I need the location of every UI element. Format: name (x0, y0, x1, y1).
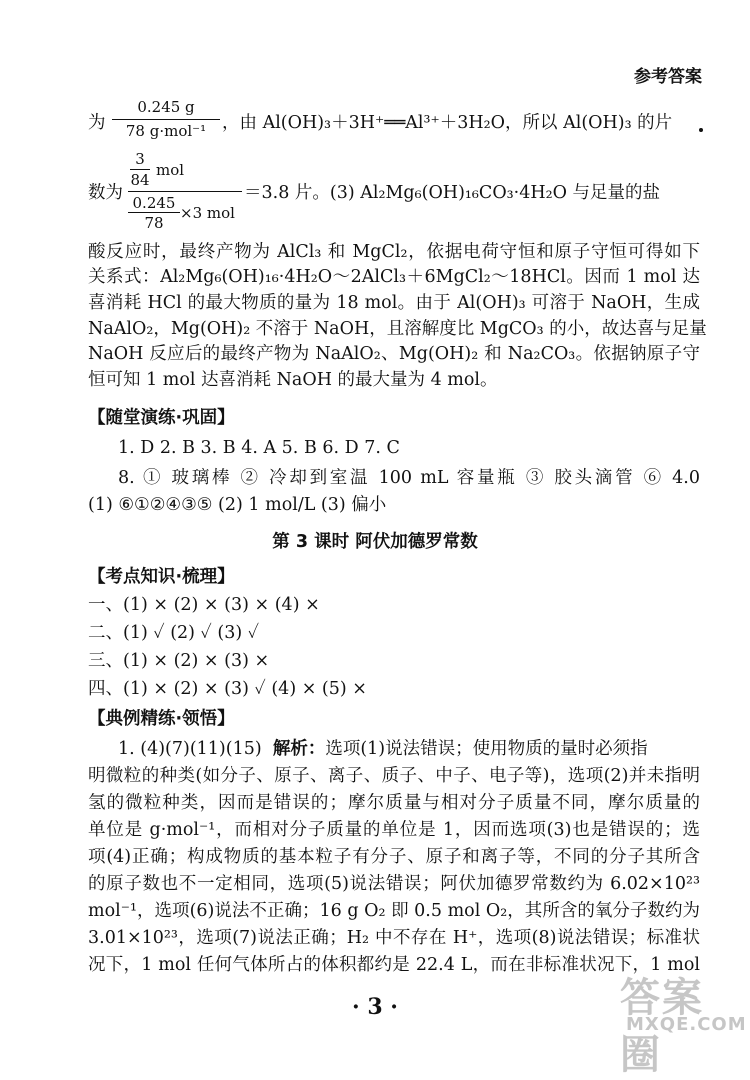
eq2-den-b: 78 (144, 214, 164, 232)
eq1-rest: ，由 Al(OH)₃＋3H⁺══Al³⁺＋3H₂O，所以 Al(OH)₃ 的片 (222, 113, 673, 133)
para1-line: NaAlO₂，Mg(OH)₂ 不溶于 NaOH，且溶解度比 MgCO₃ 的小，故达喜与足量 (88, 319, 707, 339)
knowledge-heading: 【考点知识·梳理】 (88, 567, 235, 587)
practice-q8: 8. ① 玻璃棒 ② 冷却到室温 100 mL 容量瓶 ③ 胶头滴管 ⑥ 4.0 (118, 468, 700, 488)
page-header-title: 参考答案 (634, 67, 702, 87)
eq2-inner-numerator: 3 (135, 150, 145, 168)
watermark-text-main: 答案圈 (620, 975, 704, 1078)
example-1-number: 1. (4)(7)(11)(15) (118, 739, 262, 759)
example-line: 项(4)正确；构成物质的基本粒子有分子、原子和离子等，不同的分子其所含 (88, 847, 700, 867)
eq2-rest: ＝3.8 片。(3) Al₂Mg₆(OH)₁₆CO₃·4H₂O 与足量的盐 (244, 183, 661, 203)
para1-line: 喜消耗 HCl 的最大物质的量为 18 mol。由于 Al(OH)₃ 可溶于 NaOH，生成 (88, 293, 700, 313)
example-line: 明微粒的种类(如分子、原子、离子、质子、中子、电子等)，选项(2)并未指明 (88, 766, 700, 786)
eq1-fraction-bar (112, 119, 220, 120)
watermark-text-url: MXQE.COM (626, 1014, 747, 1035)
eq2-fraction-bar (128, 191, 242, 192)
practice-q8-sub: (1) ⑥①②④③⑤ (2) 1 mol/L (3) 偏小 (88, 495, 387, 515)
lesson-title: 第 3 课时 阿伏加德罗常数 (272, 532, 478, 552)
example-line: mol⁻¹，选项(6)说法不正确；16 g O₂ 即 0.5 mol O₂，其所含的氧分子数约为 (88, 901, 700, 921)
eq1-prefix: 为 (88, 113, 106, 133)
eq2-inner-bar (130, 169, 150, 170)
example-line: 3.01×10²³，选项(7)说法正确；H₂ 中不存在 H⁺，选项(8)说法错误；标准状 (88, 928, 700, 948)
examples-heading: 【典例精练·领悟】 (88, 709, 235, 729)
example-line: 氢的微粒种类，因而是错误的；摩尔质量与相对分子质量不同，摩尔质量的 (88, 793, 700, 813)
practice-answers: 1. D 2. B 3. B 4. A 5. B 6. D 7. C (118, 438, 400, 458)
eq2-prefix: 数为 (88, 183, 123, 203)
example-line: 的原子数也不一定相同，选项(5)说法错误；阿伏加德罗常数约为 6.02×10²³ (88, 874, 700, 894)
page-number: · 3 · (352, 994, 398, 1020)
practice-heading: 【随堂演练·巩固】 (88, 408, 235, 428)
watermark-logo (612, 966, 747, 1078)
knowledge-row: 一、(1) × (2) × (3) × (4) × (88, 595, 320, 615)
para1-line: 恒可知 1 mol 达喜消耗 NaOH 的最大量为 4 mol。 (88, 370, 498, 390)
example-1-label: 解析： (272, 739, 326, 759)
eq2-numerator-unit: mol (156, 161, 185, 179)
eq2-den-c: ×3 mol (180, 204, 235, 222)
eq2-den-a: 0.245 (132, 194, 176, 212)
example-line: 况下，1 mol 任何气体所占的体积都约是 22.4 L，而在非标准状况下，1 mol (88, 955, 700, 975)
knowledge-row: 四、(1) × (2) × (3) ✓ (4) × (5) × (88, 679, 367, 699)
example-1-first-line (118, 738, 700, 760)
knowledge-row: 二、(1) ✓ (2) ✓ (3) ✓ (88, 623, 260, 643)
para1-line: NaOH 反应后的最终产物为 NaAlO₂、Mg(OH)₂ 和 Na₂CO₃。依据钠原子守 (88, 344, 700, 364)
eq1-numerator: 0.245 g (137, 98, 195, 116)
knowledge-row: 三、(1) × (2) × (3) × (88, 651, 270, 671)
example-1-text: 选项(1)说法错误；使用物质的量时必须指 (325, 739, 648, 759)
example-line: 单位是 g·mol⁻¹，而相对分子质量的单位是 1，因而选项(3)也是错误的；选 (88, 820, 700, 840)
eq1-denominator: 78 g·mol⁻¹ (125, 122, 207, 140)
para1-line: 酸反应时，最终产物为 AlCl₃ 和 MgCl₂，依据电荷守恒和原子守恒可得如下 (88, 242, 700, 262)
para1-line: 关系式：Al₂Mg₆(OH)₁₆·4H₂O～2AlCl₃＋6MgCl₂～18HCl。因而 1 mol 达 (88, 267, 700, 287)
eq2-den-bar (128, 212, 180, 213)
eq2-inner-denominator: 84 (130, 171, 150, 189)
